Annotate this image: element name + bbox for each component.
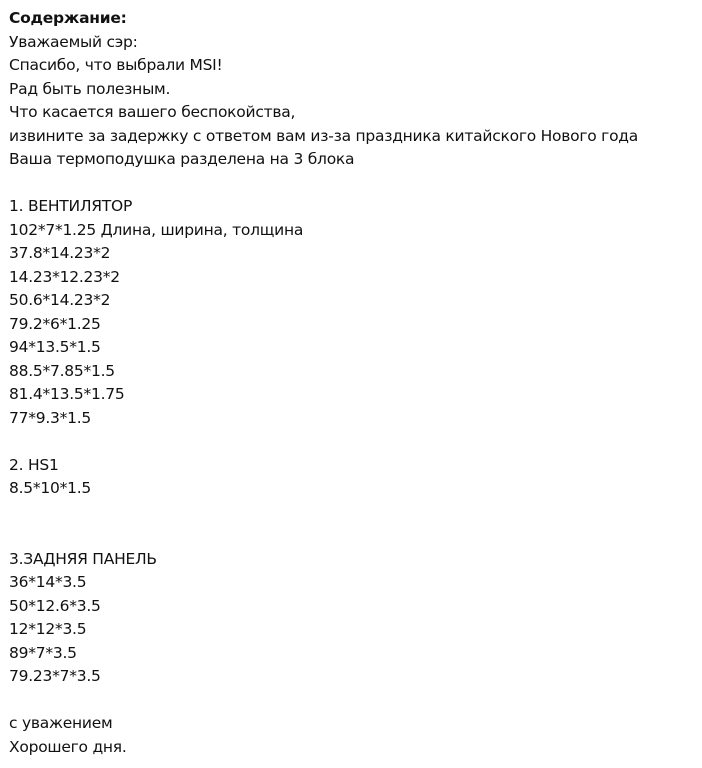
spacer xyxy=(9,430,702,454)
spacer xyxy=(9,689,702,713)
intro-line: Ваша термоподушка разделена на 3 блока xyxy=(9,150,355,168)
glad-line: Рад быть полезным. xyxy=(9,79,171,98)
spacer xyxy=(9,501,702,525)
section-3-line: 79.23*7*3.5 xyxy=(9,667,101,685)
section-3-line: 36*14*3.5 xyxy=(9,573,87,591)
thanks-line: Спасибо, что выбрали MSI! xyxy=(9,56,223,74)
apology-line: извините за задержку с ответом вам из-за праздника китайского Нового года xyxy=(9,126,639,145)
section-1-line: 37.8*14.23*2 xyxy=(9,244,111,262)
section-1-line: 79.2*6*1.25 xyxy=(9,314,101,333)
section-1-line: 77*9.3*1.5 xyxy=(9,408,92,427)
section-3-title: 3.ЗАДНЯЯ ПАНЕЛЬ xyxy=(9,549,157,568)
section-1-line: 102*7*1.25 Длина, ширина, толщина xyxy=(9,220,304,239)
section-1-line: 94*13.5*1.5 xyxy=(9,338,101,356)
regards-line: с уважением xyxy=(9,714,113,732)
section-1-line: 88.5*7.85*1.5 xyxy=(9,361,115,380)
spacer xyxy=(9,172,702,196)
section-1-title: 1. ВЕНТИЛЯТОР xyxy=(9,197,133,215)
section-3-line: 89*7*3.5 xyxy=(9,643,77,662)
greeting-line: Уважаемый сэр: xyxy=(9,32,138,51)
section-1-line: 81.4*13.5*1.75 xyxy=(9,385,125,403)
section-1-line: 50.6*14.23*2 xyxy=(9,291,111,309)
section-2-line: 8.5*10*1.5 xyxy=(9,479,92,497)
section-3-line: 50*12.6*3.5 xyxy=(9,596,101,615)
section-3-line: 12*12*3.5 xyxy=(9,620,87,638)
section-2-title: 2. HS1 xyxy=(9,455,59,474)
goodbye-line: Хорошего дня. xyxy=(9,737,127,756)
content-heading: Содержание: xyxy=(9,9,127,27)
concern-line: Что касается вашего беспокойства, xyxy=(9,103,296,121)
section-1-line: 14.23*12.23*2 xyxy=(9,267,120,286)
spacer xyxy=(9,524,702,548)
